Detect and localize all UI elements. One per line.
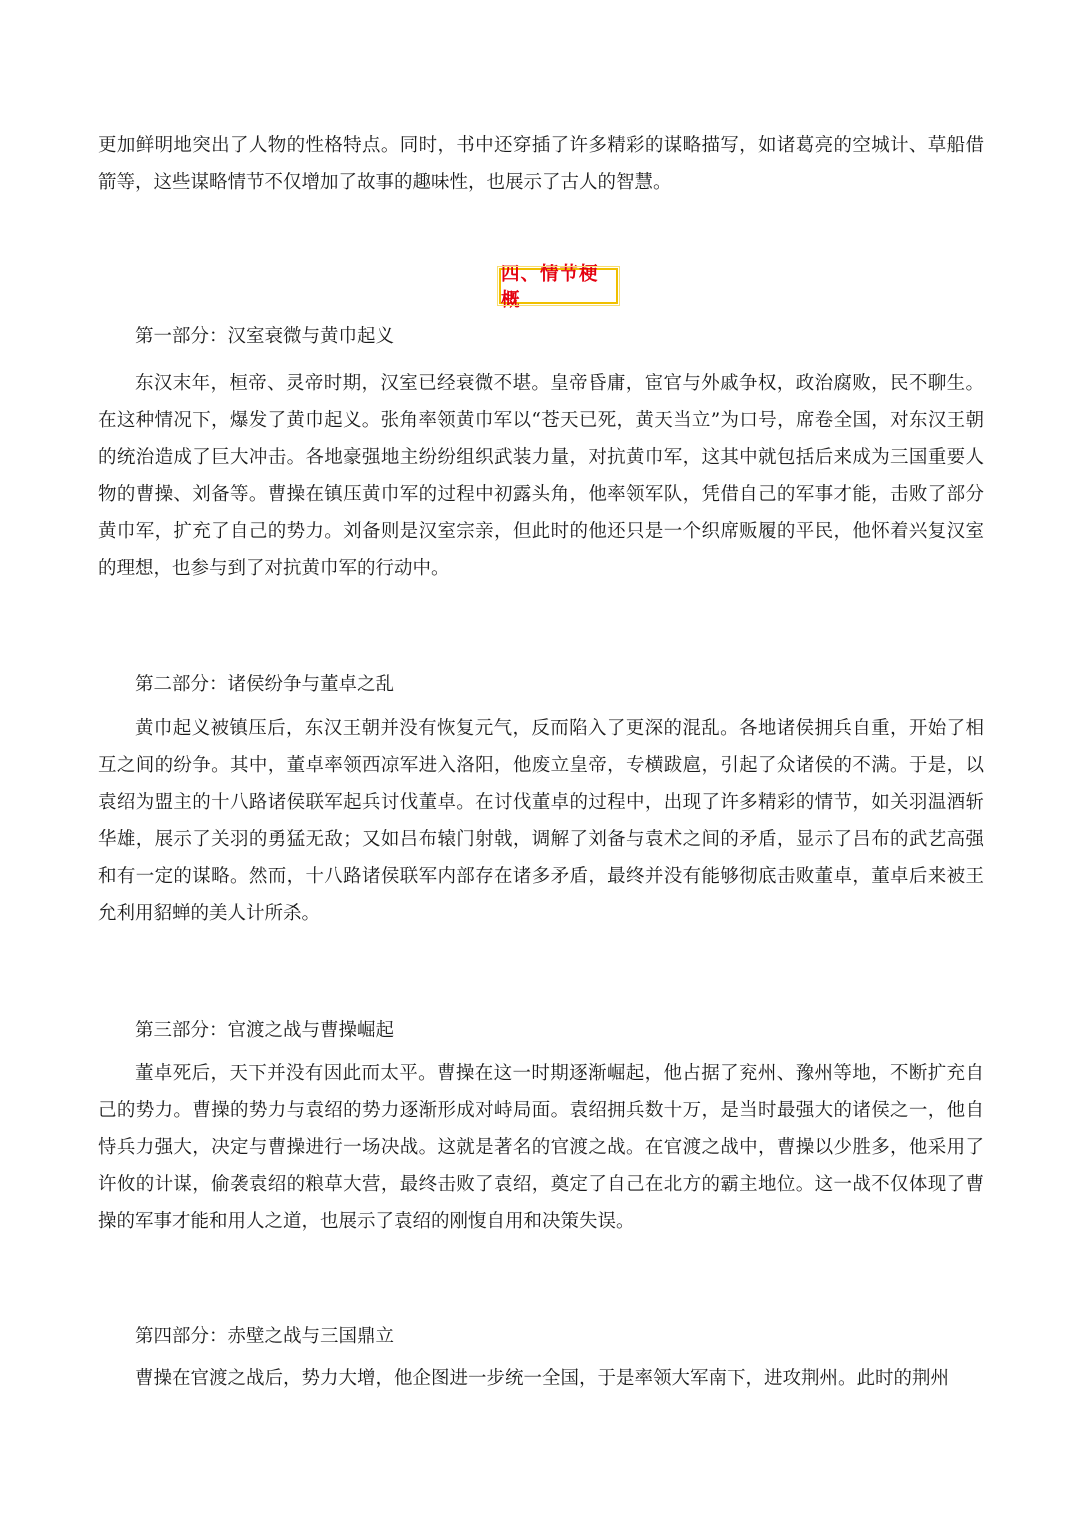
intro-paragraph: 更加鲜明地突出了人物的性格特点。同时，书中还穿插了许多精彩的谋略描写，如诸葛亮的空城计、草船借箭等，这些谋略情节不仅增加了故事的趣味性，也展示了古人的智慧。: [98, 135, 984, 193]
part-3-heading: 第三部分：官渡之战与曹操崛起: [135, 1020, 395, 1041]
part-3-body: 董卓死后，天下并没有因此而太平。曹操在这一时期逐渐崛起，他占据了兖州、豫州等地，不断扩充自己的势力。曹操的势力与袁绍的势力逐渐形成对峙局面。袁绍拥兵数十万，是当时最强大的诸侯之一，他自恃兵力强大，决定与曹操进行一场决战。这就是著名的官渡之战。在官渡之战中，曹操以少胜多，他采用了许攸的计谋，偷袭袁绍的粮草大营，最终击败了袁绍，奠定了自己在北方的霸主地位。这一战不仅体现了曹操的军事才能和用人之道，也展示了袁绍的刚愎自用和决策失误。: [98, 1063, 984, 1232]
section-title: 四、情节梗概: [501, 264, 599, 311]
part-4-body: 曹操在官渡之战后，势力大增，他企图进一步统一全国，于是率领大军南下，进攻荆州。此时的荆州: [135, 1368, 950, 1389]
part-4-heading: 第四部分：赤壁之战与三国鼎立: [135, 1326, 395, 1347]
part-1-body: 东汉末年，桓帝、灵帝时期，汉室已经衰微不堪。皇帝昏庸，宦官与外戚争权，政治腐败，民不聊生。在这种情况下，爆发了黄巾起义。张角率领黄巾军以“苍天已死，黄天当立”为口号，席卷全国，对东汉王朝的统治造成了巨大冲击。各地豪强地主纷纷组织武装力量，对抗黄巾军，这其中就包括后来成为三国重要人物的曹操、刘备等。曹操在镇压黄巾军的过程中初露头角，他率领军队，凭借自己的军事才能，击败了部分黄巾军，扩充了自己的势力。刘备则是汉室宗亲，但此时的他还只是一个织席贩履的平民，他怀着兴复汉室的理想，也参与到了对抗黄巾军的行动中。: [98, 373, 984, 579]
section-title-box: [499, 264, 618, 311]
part-1-heading: 第一部分：汉室衰微与黄巾起义: [135, 326, 395, 347]
part-2-heading: 第二部分：诸侯纷争与董卓之乱: [135, 674, 395, 695]
part-2-body: 黄巾起义被镇压后，东汉王朝并没有恢复元气，反而陷入了更深的混乱。各地诸侯拥兵自重，开始了相互之间的纷争。其中，董卓率领西凉军进入洛阳，他废立皇帝，专横跋扈，引起了众诸侯的不满。于是，以袁绍为盟主的十八路诸侯联军起兵讨伐董卓。在讨伐董卓的过程中，出现了许多精彩的情节，如关羽温酒斩华雄，展示了关羽的勇猛无敌；又如吕布辕门射戟，调解了刘备与袁术之间的矛盾，显示了吕布的武艺高强和有一定的谋略。然而，十八路诸侯联军内部存在诸多矛盾，最终并没有能够彻底击败董卓，董卓后来被王允利用貂蝉的美人计所杀。: [98, 718, 984, 924]
